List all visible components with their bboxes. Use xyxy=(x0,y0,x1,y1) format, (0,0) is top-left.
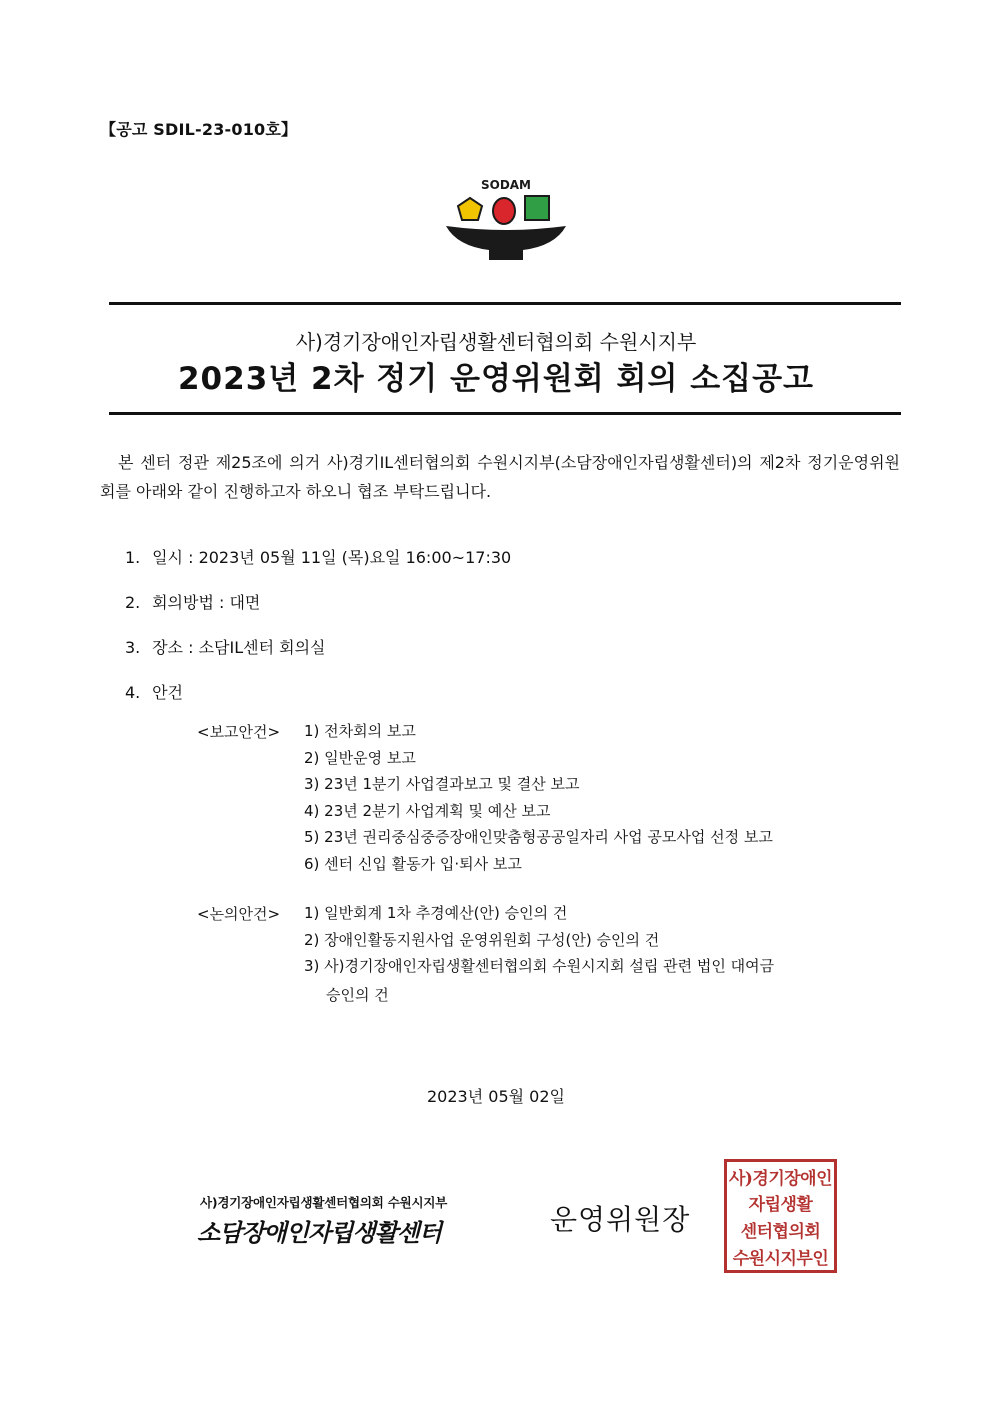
organization-line: 사)경기장애인자립생활센터협의회 수원시지부 xyxy=(295,330,697,354)
item-text: 안건 xyxy=(152,683,184,702)
discussion-agenda-label: <논의안건> xyxy=(197,905,281,923)
item-number: 3. xyxy=(125,638,141,657)
item-text: 회의방법 : 대면 xyxy=(152,593,261,612)
logo-text: SODAM xyxy=(480,178,532,192)
report-agenda-list xyxy=(304,718,773,877)
list-item: 3) 사)경기장애인자립생활센터협의회 수원시지회 설립 관련 법인 대여금 xyxy=(304,957,775,975)
seal-line: 자립생활 xyxy=(748,1195,813,1215)
list-item: 1) 일반회계 1차 추경예산(안) 승인의 건 xyxy=(304,904,568,922)
list-item: 2) 일반운영 보고 xyxy=(304,748,416,767)
signature-center-name: 소담장애인자립생활센터 xyxy=(197,1218,442,1247)
list-item: 5) 23년 권리중심중증장애인맞춤형공공일자리 사업 공모사업 선정 보고 xyxy=(304,828,773,846)
page-title: 2023년 2차 정기 운영위원회 회의 소집공고 xyxy=(177,361,814,397)
logo-green-square xyxy=(525,196,549,220)
list-item: 3) 23년 1분기 사업결과보고 및 결산 보고 xyxy=(304,775,580,793)
report-agenda-label: <보고안건> xyxy=(197,723,281,741)
item-number: 4. xyxy=(125,683,141,702)
list-item: 6) 센터 신입 활동가 입·퇴사 보고 xyxy=(304,854,522,873)
seal-line: 수원시지부인 xyxy=(732,1249,829,1269)
official-seal xyxy=(724,1159,837,1273)
title-bottom-rule xyxy=(109,412,901,415)
list-item: 4) 23년 2분기 사업계획 및 예산 보고 xyxy=(304,801,551,820)
seal-line: 센터협의회 xyxy=(740,1222,821,1242)
sodam-logo xyxy=(443,176,569,266)
item-text: 장소 : 소담IL센터 회의실 xyxy=(152,638,326,657)
item-number: 1. xyxy=(125,548,141,567)
intro-text: 본 센터 정관 제25조에 의거 사)경기IL센터협의회 수원시지부(소담장애인자립생활센터)의 제2차 정기운영위원회를 아래와 같이 진행하고자 하오니 협조 부탁드립니다. xyxy=(100,453,900,501)
list-item: 2) 장애인활동지원사업 운영위원회 구성(안) 승인의 건 xyxy=(304,930,660,949)
logo-yellow-pentagon xyxy=(458,198,482,220)
list-item-place xyxy=(125,635,325,658)
logo-red-circle xyxy=(493,198,515,224)
item-text: 일시 : 2023년 05월 11일 (목)요일 16:00~17:30 xyxy=(152,548,512,567)
discussion-item-continuation: 승인의 건 xyxy=(326,986,389,1004)
discussion-agenda-list xyxy=(304,900,774,980)
notice-date: 2023년 05월 02일 xyxy=(427,1087,565,1106)
chair-title: 운영위원장 xyxy=(550,1203,691,1236)
title-top-rule xyxy=(109,302,901,305)
list-item-schedule xyxy=(125,545,511,568)
list-item-method xyxy=(125,590,260,613)
signature-organization: 사)경기장애인자립생활센터협의회 수원시지부 xyxy=(200,1195,448,1210)
item-number: 2. xyxy=(125,593,141,612)
notice-number: 【공고 SDIL-23-010호】 xyxy=(100,120,298,139)
list-item-agenda xyxy=(125,680,183,703)
logo-bowl xyxy=(446,226,566,260)
intro-paragraph xyxy=(100,448,900,506)
list-item: 1) 전차회의 보고 xyxy=(304,722,416,740)
seal-line: 사)경기장애인 xyxy=(728,1169,833,1189)
